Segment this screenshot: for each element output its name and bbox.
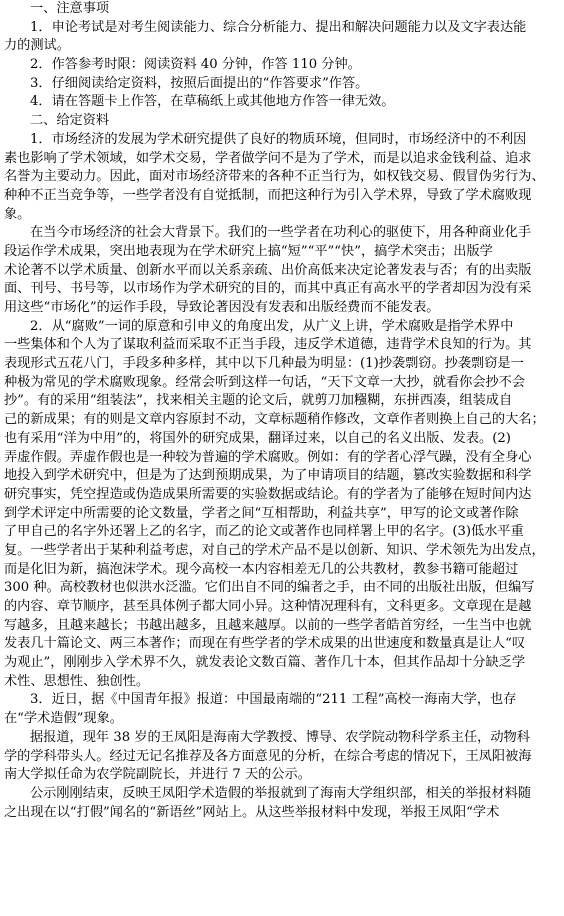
text-line: 素也影响了学术领域，如学术交易，学者做学问不是为了学术，而是以追求金钱利益、追求 [4, 150, 532, 166]
text-line: 1．市场经济的发展为学术研究提供了良好的物质环境，但同时，市场经济中的不利因 [30, 131, 527, 147]
text-line: 地投入到学术研究中，但是为了达到预期成果，为了申请项目的结题，篡改实验数据和科学 [4, 468, 532, 484]
text-line: 4．请在答题卡上作答，在草稿纸上或其他地方作答一律无效。 [30, 94, 395, 110]
text-line: 在当今市场经济的社会大背景下。我们的一些学者在功利心的驱使下，用各种商业化手 [30, 225, 532, 241]
text-line: 用这些“市场化”的运作手段，导致论著因没有发表和出版经费而不能发表。 [4, 300, 440, 315]
text-line: 面、刊号、书号等，以市场作为学术研究的目的，而其中真正有高水平的学者却因为没有采 [4, 281, 532, 297]
text-line: 据报道，现年 38 岁的王凤阳是海南大学教授、博导、农学院动物科学系主任，动物科 [30, 729, 530, 745]
text-line: 一些集体和个人为了谋取利益而采取不正当手段，违反学术道德，违背学术良知的行为。其 [4, 337, 532, 353]
text-line: 术论著不以学术质量、创新水平而以关系亲疏、出价高低来决定论著发表与否；有的出卖版 [4, 262, 532, 278]
text-line: 表现形式五花八门，手段多种多样，其中以下几种最为明显：(1)抄袭剽窃。抄袭剽窃是一 [4, 356, 524, 372]
text-line: 抄”。有的采用“组装法”，找来相关主题的论文后，就剪刀加糨糊，东拼西凑，组装成自 [4, 393, 513, 409]
text-line: 研究事实，凭空捏造或伪造成果所需要的实验数据或结论。有的学者为了能够在短时间内达 [4, 486, 532, 502]
text-line: 名誉为主要动力。因此，面对市场经济带来的各种不正当行为，如权钱交易、假冒伪劣行为、 [4, 169, 545, 185]
text-line: 了甲自己的名字外还署上乙的名字，而乙的论文或著作也同样署上甲的名字。(3)低水平重 [4, 524, 524, 540]
text-line: 术性、思想性、独创性。 [4, 673, 150, 689]
text-line: 弄虚作假。弄虚作假也是一种较为普遍的学术腐败。例如：有的学者心浮气躁，没有全身心 [4, 449, 532, 465]
text-line: 为观止”，刚刚步入学术界不久，就发表论文数百篇、著作几十本，但其作品却十分缺乏学 [4, 655, 526, 671]
text-line: 己的新成果；有的则是文章内容原封不动，文章标题稍作修改，文章作者则换上自己的大名； [4, 412, 545, 428]
text-line: 力的测试。 [4, 38, 70, 54]
text-line: 种极为常见的学术腐败现象。经常会听到这样一句话，“天下文章一大抄，就看你会抄不会 [4, 374, 526, 390]
text-line: 到学术评定中所需要的论文数量，学者之间“互相帮助，利益共享”，甲写的论文或著作除 [4, 505, 519, 521]
section-heading: 二、给定资料 [30, 113, 110, 129]
text-line: 也有采用“洋为中用”的，将国外的研究成果，翻译过来，以自己的名义出版、发表。(2) [4, 430, 511, 446]
text-line: 之出现在以“打假”闻名的“新语丝”网站上。从这些举报材料中发现，举报王凤阳“学术 [4, 804, 500, 820]
text-line: 种种不正当竞争等，一些学者没有自觉抵制，而把这种行为引入学术界，导致了学术腐败现 [4, 187, 532, 203]
text-line: 写越多，且越来越长；书越出越多，且越来越厚。以前的一些学者皓首穷经，一生当中也就 [4, 617, 532, 633]
text-line: 南大学拟任命为农学院副院长，并进行 7 天的公示。 [4, 767, 311, 783]
text-line: 2．从“腐败”一词的原意和引申义的角度出发，从广义上讲，学术腐败是指学术界中 [30, 318, 514, 334]
text-line: 公示刚刚结束，反映王凤阳学术造假的举报就到了海南大学组织部，相关的举报材料随 [30, 785, 532, 801]
text-line: 学的学科带头人。经过无记名推荐及各方面意见的分析，在综合考虑的情况下，王凤阳被海 [4, 748, 532, 764]
text-line: 在“学术造假”现象。 [4, 711, 123, 727]
text-line: 1．申论考试是对考生阅读能力、综合分析能力、提出和解决问题能力以及文字表达能 [30, 19, 527, 35]
text-line: 300 种。高校教材也似洪水泛滥。它们出自不同的编者之手，由不同的出版社出版，但编写 [4, 580, 535, 596]
text-line: 段运作学术成果，突出地表现为在学术研究上搞“短”“平”“快”，搞学术突击；出版学 [4, 243, 493, 259]
text-line: 发表几十篇论文、两三本著作；而现在有些学者的学术成果的出世速度和数量真是让人“叹 [4, 636, 526, 652]
text-line: 象。 [4, 206, 31, 222]
text-line: 而是化旧为新，搞泡沫学术。现今高校一本内容相差无几的公共教材，教参书籍可能超过 [4, 561, 519, 577]
section-heading: 一、注意事项 [30, 1, 110, 16]
text-line: 3．仔细阅读给定资料，按照后面提出的“作答要求”作答。 [30, 75, 369, 91]
text-line: 的内容、章节顺序，甚至具体例子都大同小异。这种情况理科有，文科更多。文章现在是越 [4, 599, 532, 614]
text-line: 复。一些学者出于某种利益考虑，对自己的学术产品不是以创新、知识、学术领先为出发点， [4, 542, 545, 558]
text-line: 2．作答参考时限：阅读资料 40 分钟，作答 110 分钟。 [30, 57, 361, 73]
text-line: 3．近日，据《中国青年报》报道：中国最南端的“211 工程”高校一海南大学，也存 [30, 692, 517, 708]
